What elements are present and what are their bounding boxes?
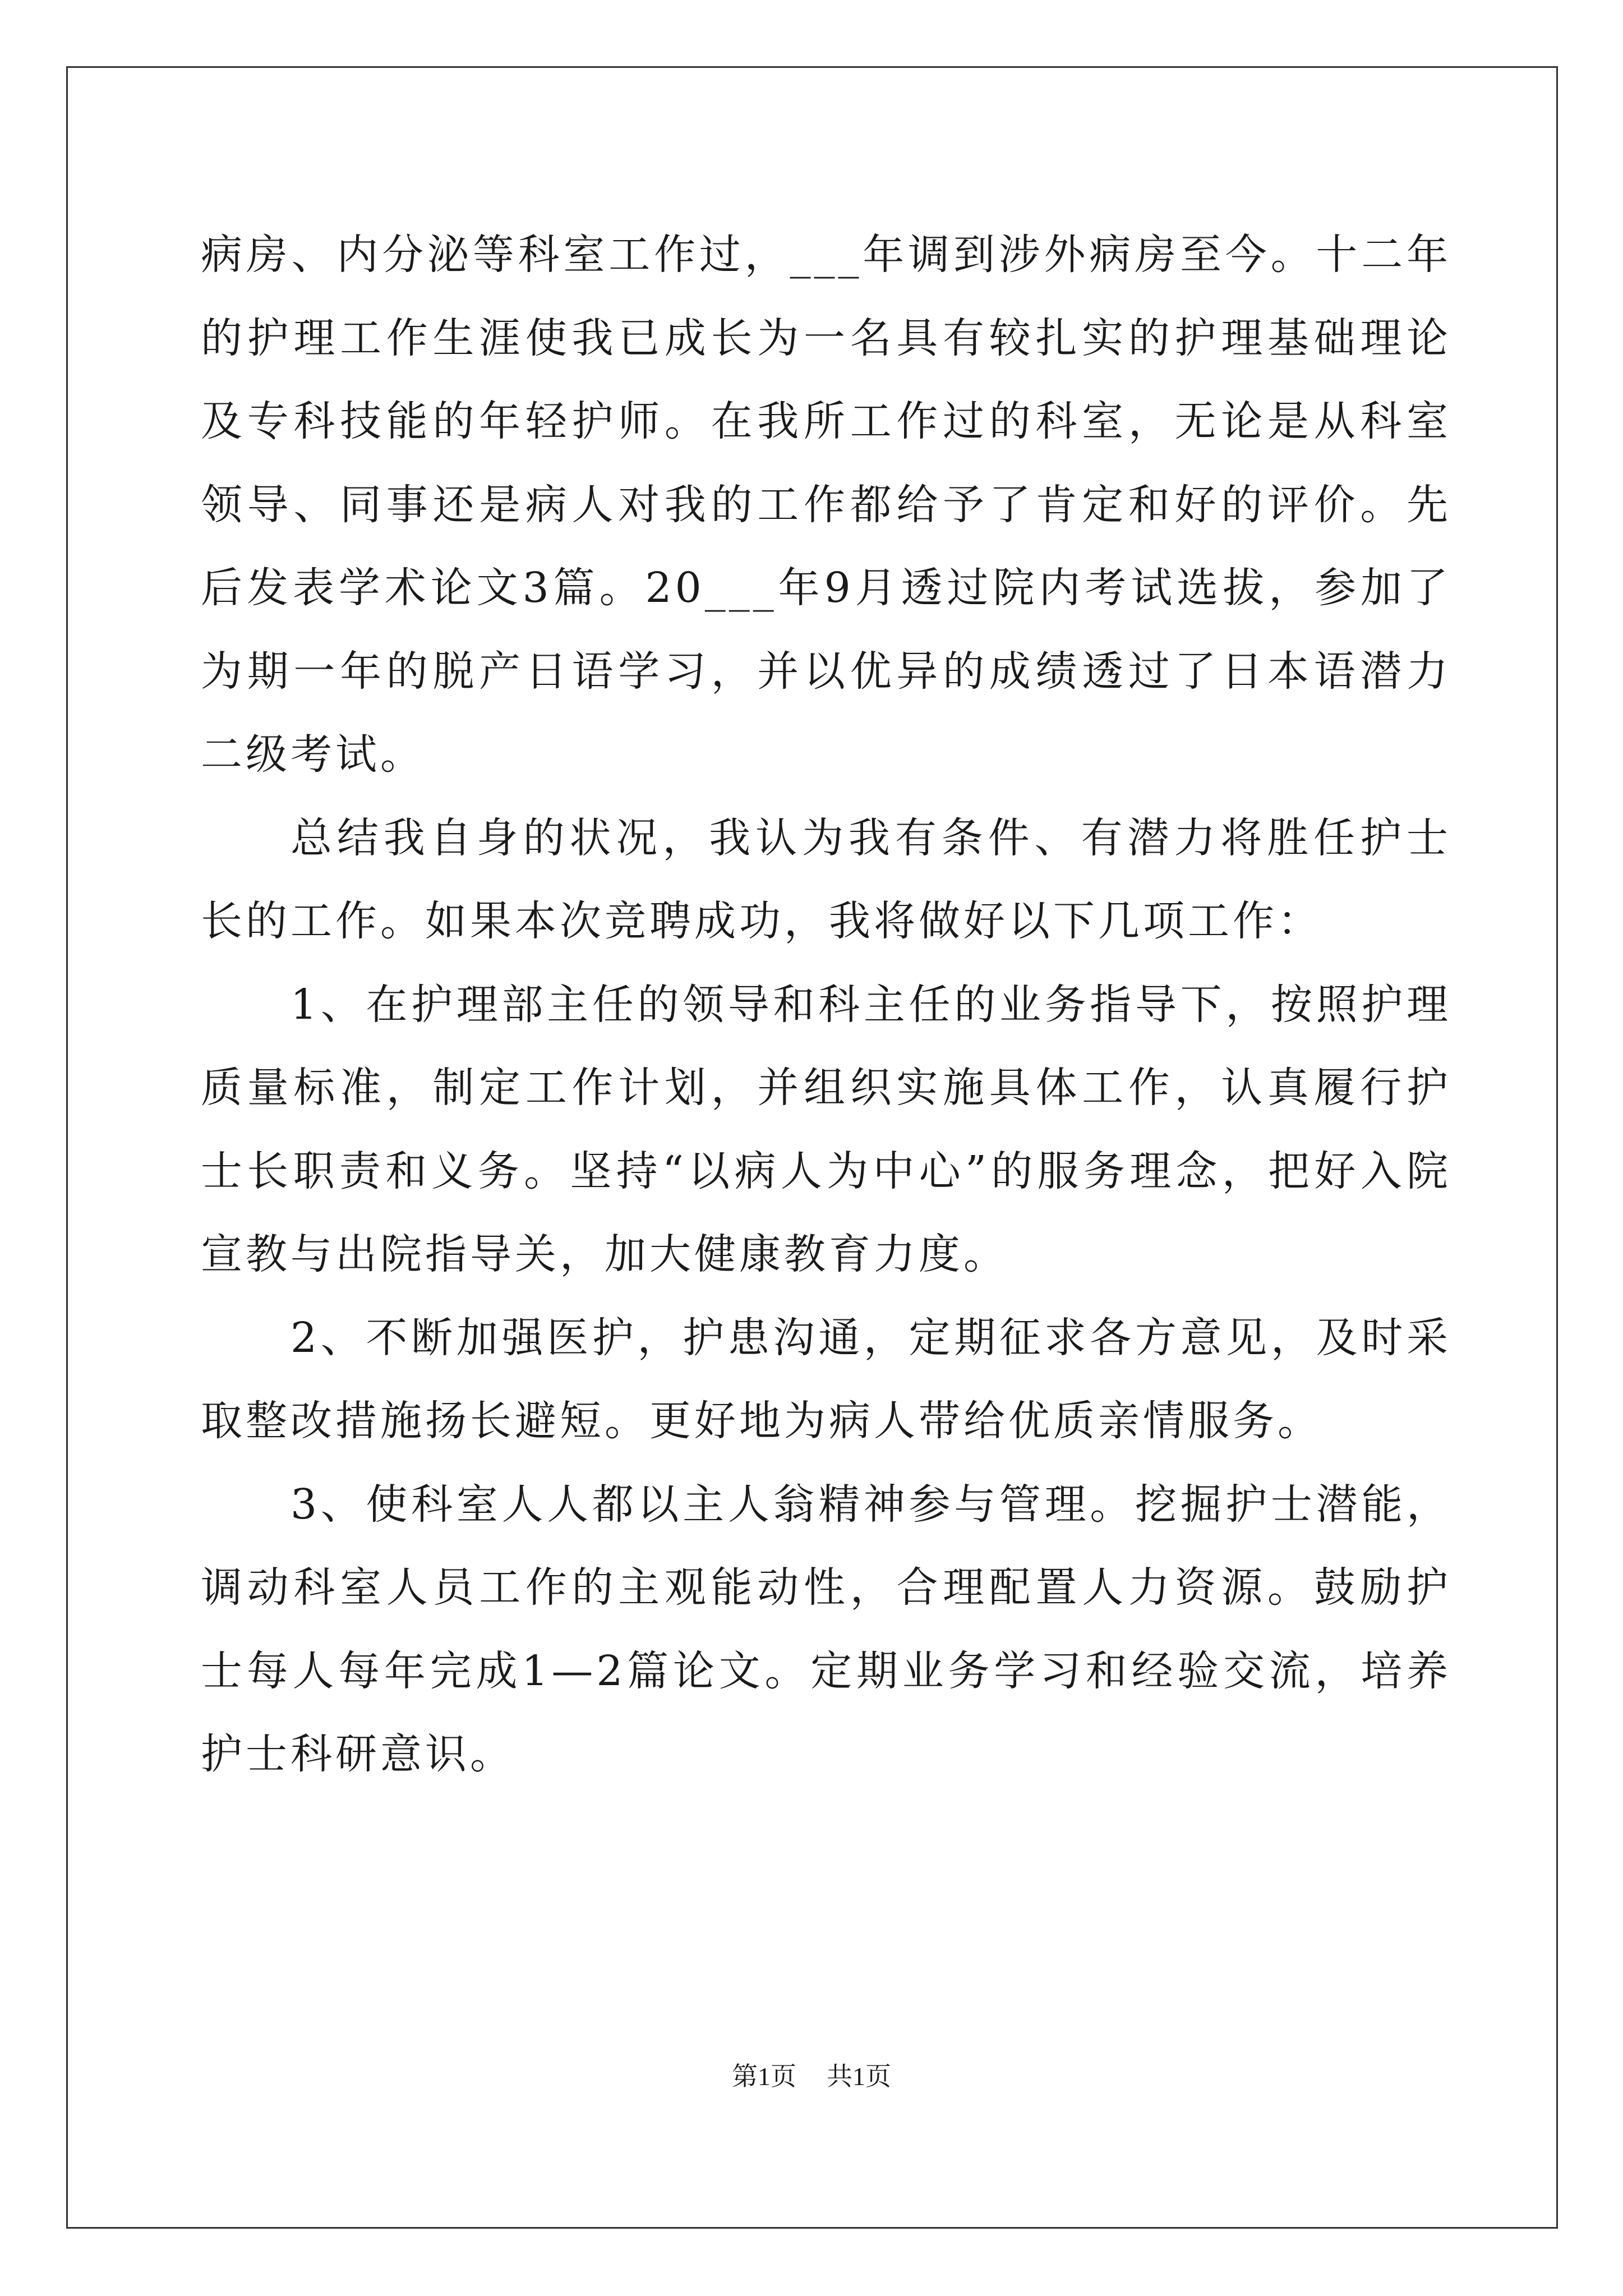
paragraph-4: 2、不断加强医护，护患沟通，定期征求各方意见，及时采取整改措施扬长避短。更好地为病人带给优质亲情服务。 (201, 1313, 1451, 1445)
page-number-current: 第1页 (732, 2062, 796, 2091)
document-body (201, 213, 1451, 1796)
paragraph-2: 总结我自身的状况，我认为我有条件、有潜力将胜任护士长的工作。如果本次竞聘成功，我将做好以下几项工作： (201, 813, 1451, 945)
paragraph-5: 3、使科室人人都以主人翁精神参与管理。挖掘护士潜能，调动科室人员工作的主观能动性，合理配置人力资源。鼓励护士每人每年完成1—2篇论文。定期业务学习和经验交流，培养护士科研意识。 (201, 1480, 1451, 1778)
paragraph-3: 1、在护理部主任的领导和科主任的业务指导下，按照护理质量标准，制定工作计划，并组织实施具体工作，认真履行护士长职责和义务。坚持“以病人为中心”的服务理念，把好入院宣教与出院指导关，加大健康教育力度。 (201, 980, 1451, 1278)
page-footer (0, 2056, 1623, 2093)
page-number-total: 共1页 (827, 2062, 891, 2091)
paragraph-1: 病房、内分泌等科室工作过，___年调到涉外病房至今。十二年的护理工作生涯使我已成长为一名具有较扎实的护理基础理论及专科技能的年轻护师。在我所工作过的科室，无论是从科室领导、同事还是病人对我的工作都给予了肯定和好的评价。先后发表学术论文3篇。20___年9月透过院内考试选拔，参加了为期一年的脱产日语学习，并以优异的成绩透过了日本语潜力二级考试。 (201, 231, 1451, 779)
